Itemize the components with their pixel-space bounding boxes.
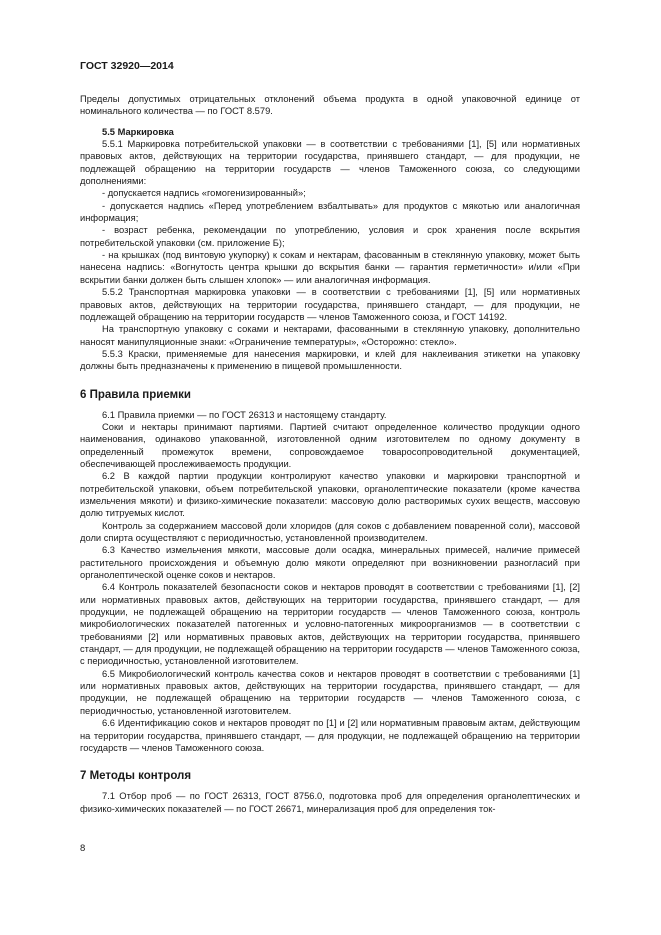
page-number: 8	[80, 843, 86, 854]
paragraph: 6.5 Микробиологический контроль качества соков и нектаров проводят в соответствии с требованиями [1] или нормативных правовых актов, действующих на территории государства, принявшего стандарт, — для продукции, не подлежащей обращению на территории государств — членов Таможенного союза, с периодичностью, установленной изготовителем.	[80, 668, 580, 716]
paragraph: 5.5.1 Маркировка потребительской упаковки — в соответствии с требованиями [1], [5] или нормативных правовых актов, действующих на территории государства, принявшего стандарт, — для продукции, не подлежащей обращению на территории государств — членов Таможенного союза, со следующими дополнениями:	[80, 139, 580, 187]
paragraph: Соки и нектары принимают партиями. Партией считают определенное количество продукции одного наименования, одинаково упакованной, изготовленной одним изготовителем по одному документу в определенный промежуток времени, сопровождаемое товаросопроводительной документацией, обеспечивающей прослеживаемость продукции.	[80, 421, 580, 469]
paragraph: - на крышках (под винтовую укупорку) к сокам и нектарам, фасованным в стеклянную упаковку, может быть нанесена надпись: «Вогнутость центра крышки до вскрытия банки — гарантия герметичности» и/или «При вскрытии банки должен быть слышен хлопок» — или аналогичная информация.	[80, 250, 580, 285]
paragraph: 7.1 Отбор проб — по ГОСТ 26313, ГОСТ 8756.0, подготовка проб для определения органолептических и физико-химических показателей — по ГОСТ 26671, минерализация проб для определения ток-	[80, 791, 580, 814]
paragraph: 6.2 В каждой партии продукции контролируют качество упаковки и маркировки транспортной и потребительской упаковки, объем потребительской упаковки, органолептические показатели (кроме качества измельчения мякоти) и физико-химические показатели: массовую долю растворимых сухих веществ, массовую долю титруемых кислот.	[80, 471, 580, 519]
paragraph: Контроль за содержанием массовой доли хлоридов (для соков с добавлением поваренной соли), массовой доли спирта осуществляют с периодичностью, установленной производителем.	[80, 520, 580, 543]
paragraph: На транспортную упаковку с соками и нектарами, фасованными в стеклянную упаковку, дополнительно наносят манипуляционные знаки: «Ограничение температуры», «Осторожно: стекло».	[80, 324, 580, 347]
paragraph: - возраст ребенка, рекомендации по употреблению, условия и срок хранения после вскрытия потребительской упаковки (см. приложение Б);	[80, 225, 580, 248]
subsection-heading: 5.5 Маркировка	[102, 126, 174, 137]
section-heading: 7 Методы контроля	[80, 770, 192, 783]
paragraph: 5.5.3 Краски, применяемые для нанесения маркировки, и клей для наклеивания этикетки на упаковку должны быть предназначены к применению в пищевой промышленности.	[80, 348, 580, 372]
paragraph: - допускается надпись «Перед употреблением взбалтывать» для продуктов с мякотью или аналогичная информация;	[80, 200, 580, 224]
section-heading: 6 Правила приемки	[80, 388, 191, 401]
document-body	[80, 93, 580, 815]
paragraph: 6.1 Правила приемки — по ГОСТ 26313 и настоящему стандарту.	[102, 409, 387, 420]
paragraph: Пределы допустимых отрицательных отклонений объема продукта в одной упаковочной единице от номинального количества — по ГОСТ 8.579.	[80, 94, 580, 117]
paragraph: 6.4 Контроль показателей безопасности соков и нектаров проводят в соответствии с требованиями [1], [2] или нормативных правовых актов, действующих на территории государства, принявшего стандарт, — для продукции, не подлежащей обращению на территории государств — членов Таможенного союза, контроль микробиологических показателей патогенных и условно-патогенных микроорганизмов — в соответствии с требованиями [2] или нормативных правовых актов, действующих на территории государства, принявшего стандарт, — для продукции, не подлежащей обращению на территории государств — членов Таможенного союза, с периодичностью, установленной изготовителем.	[80, 582, 580, 667]
paragraph: 6.3 Качество измельчения мякоти, массовые доли осадка, минеральных примесей, наличие примесей растительного происхождения и объемную долю мякоти определяют при возникновении разногласий при органолептической оценке соков и нектаров.	[80, 545, 580, 581]
paragraph: 5.5.2 Транспортная маркировка упаковки — в соответствии с требованиями [1], [5] или нормативных правовых актов, действующих на территории государства, принявшего стандарт, — для продукции, не подлежащей обращению на территории государств — членов Таможенного союза, и ГОСТ 14192.	[80, 287, 580, 322]
paragraph: 6.6 Идентификацию соков и нектаров проводят по [1] и [2] или нормативным правовым актам, действующим на территории государства, принявшего стандарт, — для продукции, не подлежащей обращению на территории государств — членов Таможенного союза.	[80, 718, 580, 753]
running-header: ГОСТ 32920—2014	[80, 60, 174, 72]
paragraph: - допускается надпись «гомогенизированный»;	[102, 188, 306, 199]
